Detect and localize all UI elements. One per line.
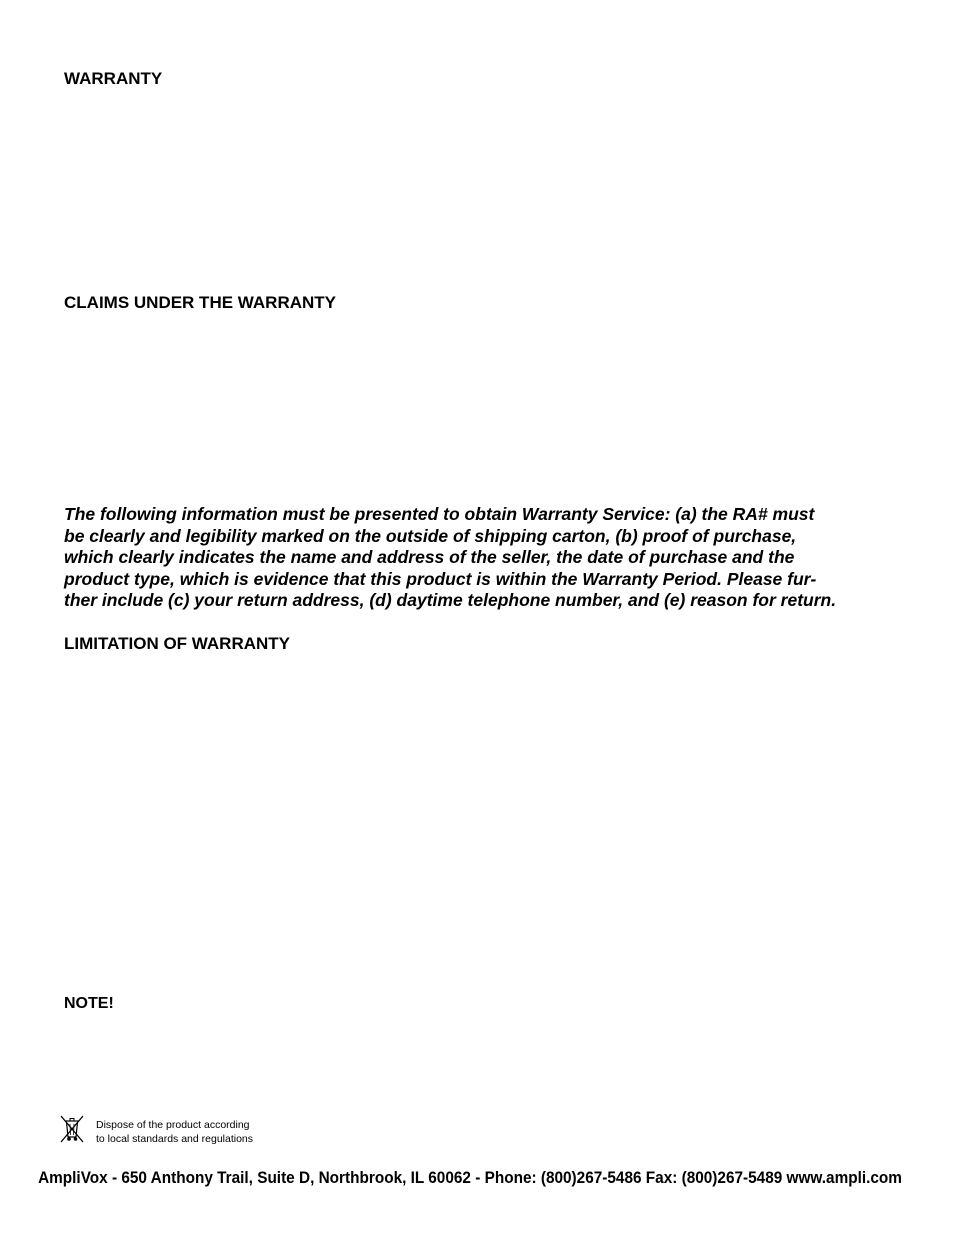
- info-line: product type, which is evidence that this product is within the Warranty Period. Please fur-: [64, 568, 817, 589]
- info-line: The following information must be presented to obtain Warranty Service: (a) the RA# must: [64, 504, 815, 524]
- note-heading: NOTE!: [64, 995, 114, 1012]
- warranty-heading: WARRANTY: [64, 69, 163, 88]
- limitation-heading: LIMITATION OF WARRANTY: [64, 634, 291, 653]
- info-line: which clearly indicates the name and address of the seller, the date of purchase and the: [64, 547, 795, 567]
- warranty-service-info-paragraph: [64, 504, 914, 612]
- info-line: be clearly and legibility marked on the outside of shipping carton, (b) proof of purchase,: [64, 525, 797, 546]
- claims-heading: CLAIMS UNDER THE WARRANTY: [64, 293, 336, 312]
- company-contact-footer: AmpliVox - 650 Anthony Trail, Suite D, Northbrook, IL 60062 - Phone: (800)267-5486 Fax: (800)267-5489 www.ampli.com: [38, 1169, 902, 1187]
- disposal-notice: [58, 1114, 253, 1146]
- info-line: ther include (c) your return address, (d) daytime telephone number, and (e) reason for return.: [64, 590, 837, 610]
- disposal-line: to local standards and regulations: [96, 1133, 254, 1145]
- disposal-line: Dispose of the product according: [96, 1119, 250, 1131]
- disposal-text: [96, 1118, 253, 1146]
- crossed-out-wheeled-bin-icon: [58, 1114, 86, 1144]
